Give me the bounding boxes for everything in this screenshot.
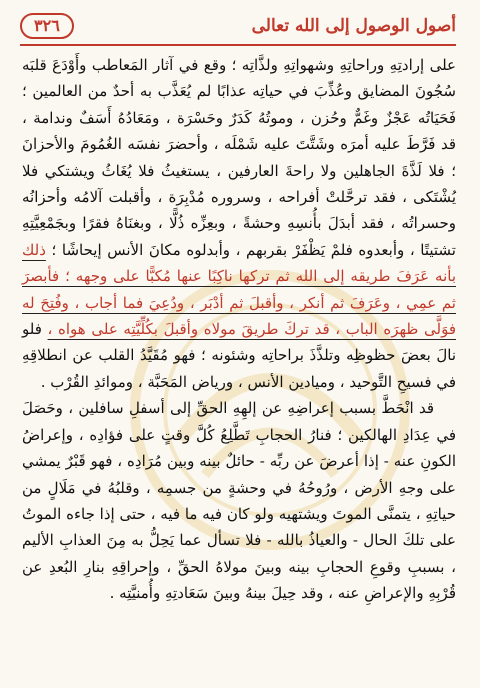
paragraph-2: قد انْحَطَّ بسبب إعراضِهِ عن إلهِهِ الحقِّ إلى أسفلِ سافلين ، وحَصَلَ في عِدَادِ الهالكين ؛ فنارُ الحجابِ تَطَّلِعُ كُلَّ وقتٍ على فؤادِه ، وإعراضُ الكونِ عنه - إذا أعرضَ عن ربِّه - حائلٌ بينه وبين مُرَادِه ، فهو قَبْرٌ يمشي على وجهِ الأرض ، ورُوحُهُ في وحشةٍ من جسمِه ، وقلبُهُ في مَلَالٍ من حياتِهِ ، يتمنَّى الموتَ ويشتهيه ولو كان فيه ما فيه ، حتى إذا جاءه الموتُ على تلكَ الحال - والعياذُ بالله - فلا تسأل عما يَحِلُّ به مِنَ العذابِ الأليم ، بسببِ وقوعِ الحجابِ بينه وبينَ مولاهُ الحقِّ ، وإحراقِهِ بنارِ البُعدِ عن قُرْبِهِ والإعراضِ عنه ، وقد حِيلَ بينهُ وبينَ سَعَادتِهِ وأُمنيَّتِه . [22,399,456,603]
running-title: أصول الوصول إلى الله تعالى [251,16,456,36]
page-header [20,10,456,42]
body-text [22,52,456,670]
header-divider [20,44,456,46]
highlighted-passage: ذلك بأنه عَرَفَ طريقه إلى الله ثم تركها ناكِبًا عنها مُكبًّا على وجهه ؛ فأبصرَ ثم عمِي ، وعَرَفَ ثم أنكر ، وأقبلَ ثم أدْبَر ، ودُعِيَ فما أجاب ، وفُتِحَ له فوَلَّى ظهرَه الباب ، قد تركَ طريقَ مولاه وأقبلَ بكُلِّيَّتِه على هواه ، [22,240,456,339]
page-number: ٣٢٦ [20,13,74,39]
paragraph-1-text: على إرادتِهِ وراحاتِهِ وشهواتِهِ ولذَّاتِه ؛ وقع في آثار المَعاطب وأَوْدَعَ قلبَه سُجُونَ المضايق وعُذِّبَ في حياتِه عذابًا لم يُعَذَّب به أحدٌ من العالمين ؛ فَحَيَاتُه عَجْزٌ وغَمٌّ وحُزن ، وموتُهُ كَدَرٌ وحَسْرَة ، ومَعَادُهُ أَسَفٌ وندامة ، قد فَرَّطَ عليه أمرَه وشَتَّتَ عليه شَمْلَه ، وأحضرَ نفسَه الغُمُومَ والأحزانَ ؛ فلا لَذَّةَ الجاهلين ولا راحةَ العارفين ، يستغيثُ فلا يُغَاثُ ويشتكي فلا يُشْتَكى ، فقد ترحَّلتْ أفراحه ، وسروره مُدْبِرَة ، وأقبلت آلامُه وأحزانُه وحسراتُه ، فقد أبدَلَ بأُنسِهِ وحشةً ، وبعِزِّه ذُلًّا ، وبغنَاهُ فقرًا وبجَمْعِيَّتِهِ تشتيتًا ، وأبعدوه فلمْ يَظْفَرْ بقربهم ، وأبدلوه مكانَ الأنس إيحاشًا ؛ [22,56,456,259]
paragraph-1-continuation: فلو نالَ بعضَ حظوظِه وتلذَّذَ براحاتِه وشئونه ؛ فهو مُقَيَّدُ القلب عن انطلاقِهِ في فسيحِ التَّوحيد ، وميادين الأنس ، ورياض المَحَبَّة ، وموائدِ القُرْب . [22,320,456,391]
paragraph-1 [22,52,456,395]
